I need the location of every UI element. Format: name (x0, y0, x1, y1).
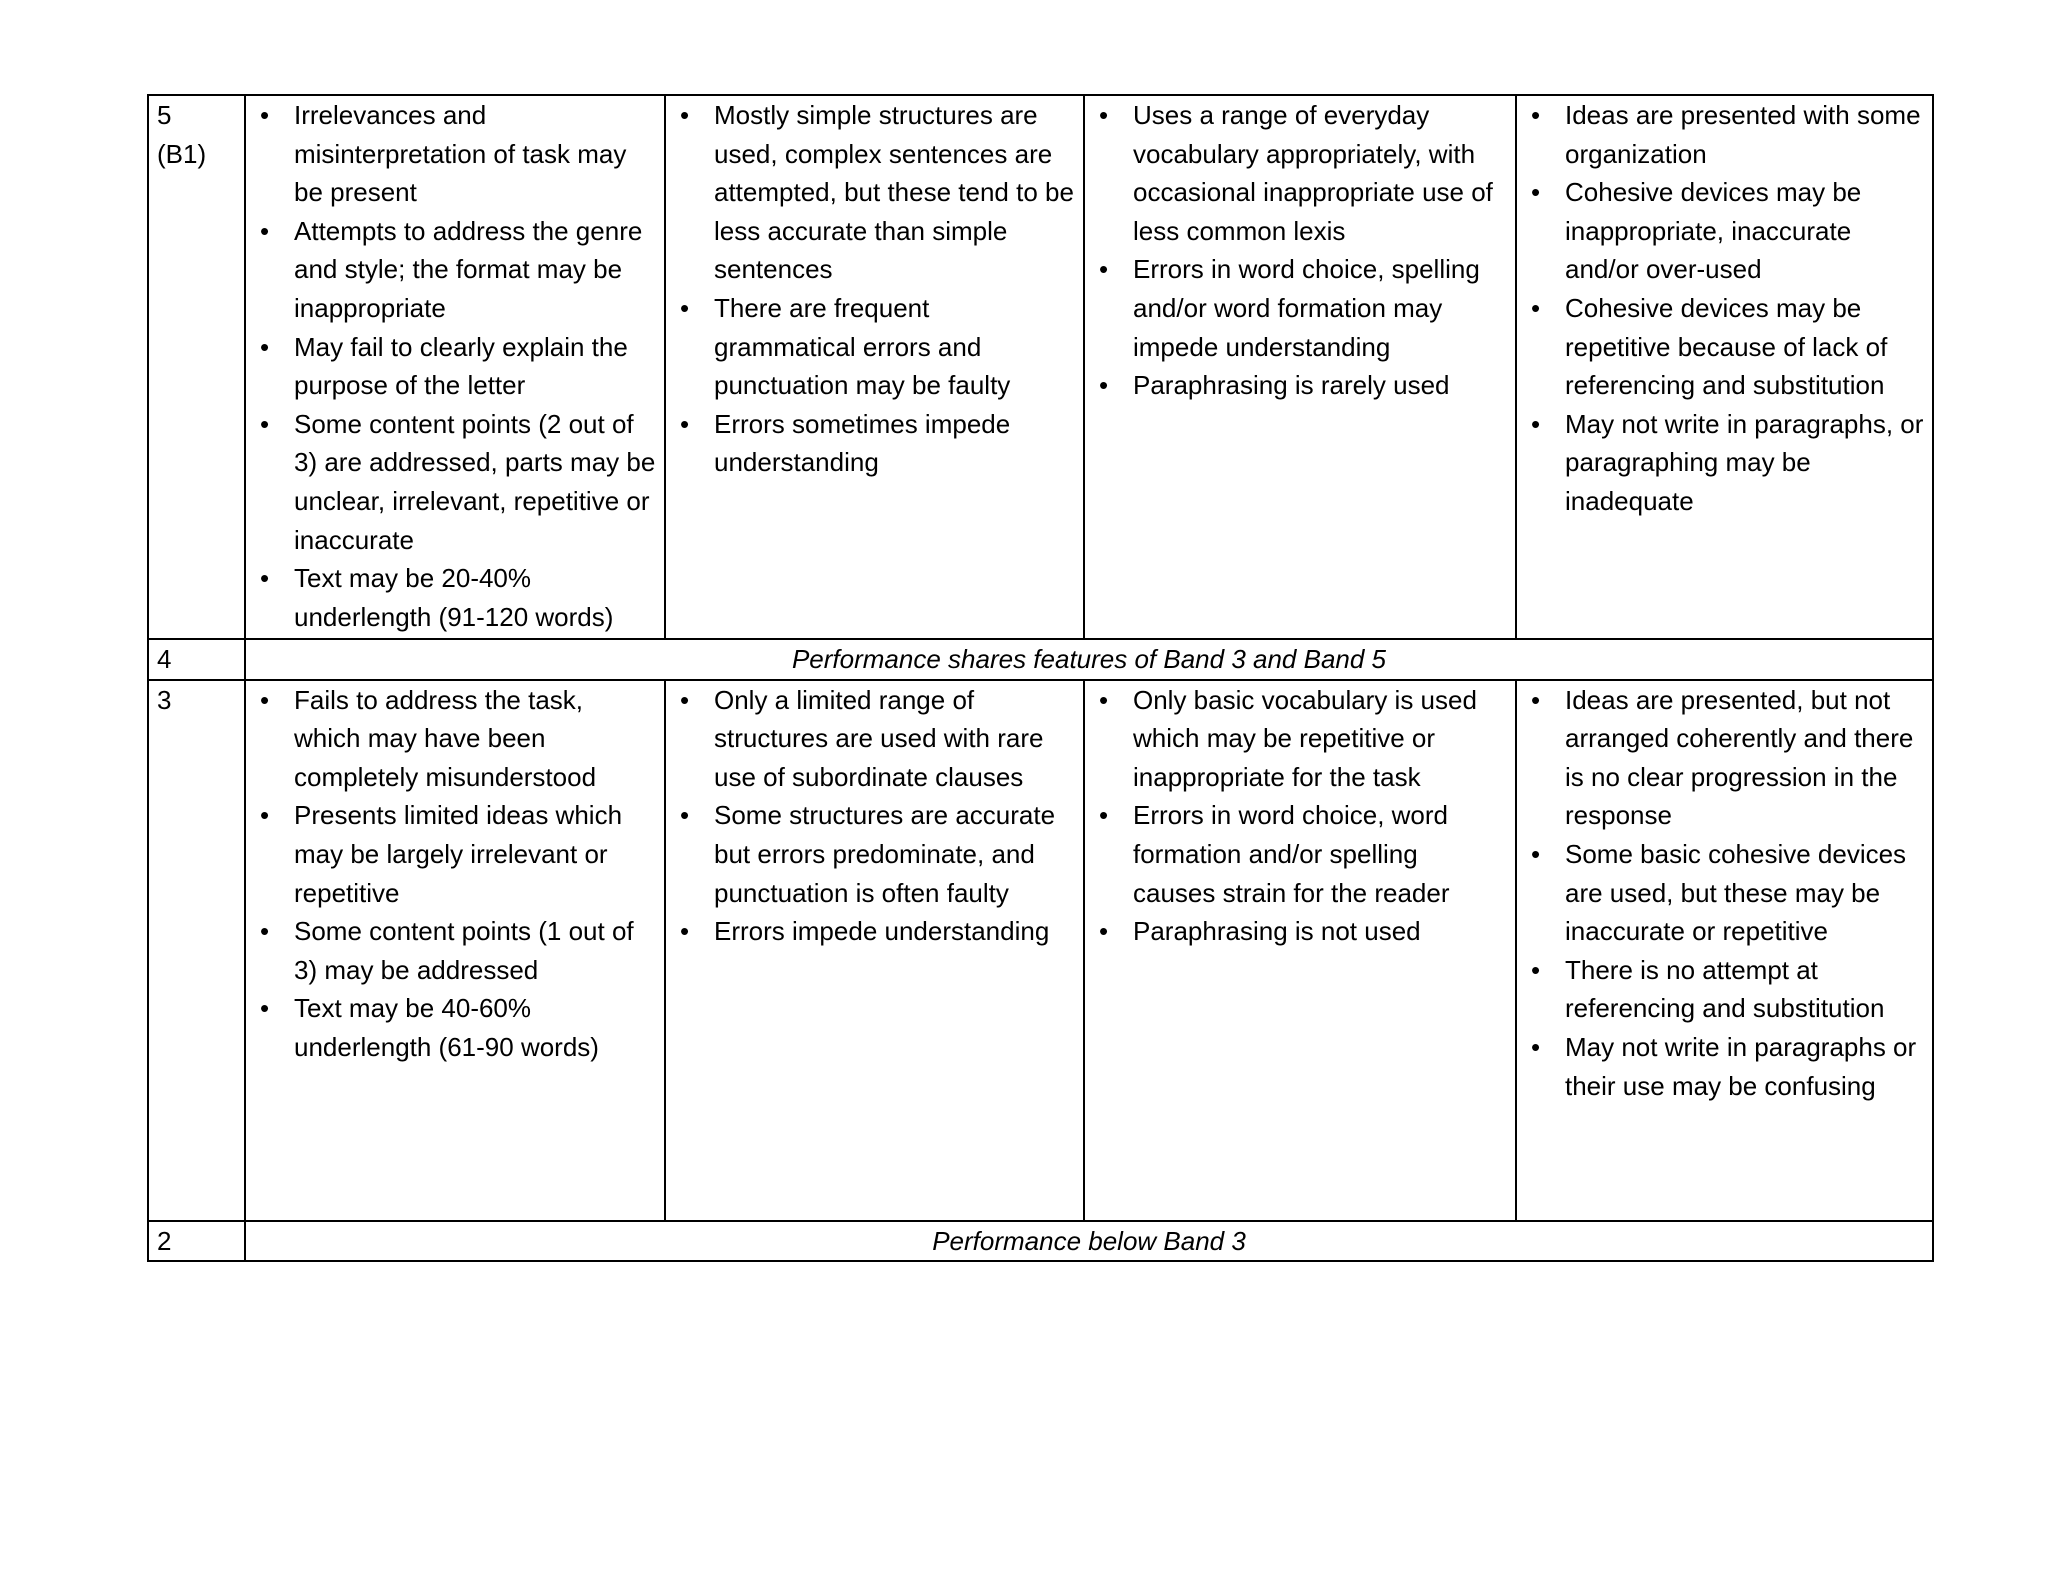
criterion-item: • Fails to address the task, which may have been completely misunderstood (254, 681, 656, 797)
criterion-item: • Some basic cohesive devices are used, but these may be inaccurate or repetitive (1525, 835, 1924, 951)
criterion-list (1093, 681, 1507, 951)
criterion-item: • Text may be 20-40% underlength (91-120 words) (254, 559, 656, 636)
criterion-item: • Some content points (1 out of 3) may be addressed (254, 912, 656, 989)
criterion-cell-4 (1516, 95, 1933, 639)
criterion-item: • May fail to clearly explain the purpose of the letter (254, 328, 656, 405)
criterion-item: • Ideas are presented with some organization (1525, 96, 1924, 173)
band-2-row (148, 1221, 1933, 1262)
criterion-list (254, 681, 656, 1067)
criterion-cell-1 (245, 95, 665, 639)
criterion-item: • May not write in paragraphs or their use may be confusing (1525, 1028, 1924, 1105)
criterion-item: • Irrelevances and misinterpretation of task may be present (254, 96, 656, 212)
criterion-item: • Cohesive devices may be inappropriate, inaccurate and/or over-used (1525, 173, 1924, 289)
merged-description: Performance below Band 3 (245, 1221, 1933, 1262)
criterion-item: • There are frequent grammatical errors and punctuation may be faulty (674, 289, 1075, 405)
criterion-item: • Some structures are accurate but errors predominate, and punctuation is often faulty (674, 796, 1075, 912)
criterion-list (254, 96, 656, 636)
band-4-row (148, 639, 1933, 680)
band-label-cell (148, 639, 245, 680)
criterion-item: • Ideas are presented, but not arranged coherently and there is no clear progression in the response (1525, 681, 1924, 835)
band-label-cell (148, 1221, 245, 1262)
band-label-cell (148, 95, 245, 639)
rubric-table (147, 94, 1934, 1262)
criterion-list (674, 96, 1075, 482)
criterion-item: • Errors in word choice, word formation and/or spelling causes strain for the reader (1093, 796, 1507, 912)
criterion-item: • Only a limited range of structures are used with rare use of subordinate clauses (674, 681, 1075, 797)
criterion-item: • Paraphrasing is not used (1093, 912, 1507, 951)
band-number: 3 (157, 684, 172, 715)
criterion-item: • May not write in paragraphs, or paragraphing may be inadequate (1525, 405, 1924, 521)
criterion-cell-4 (1516, 680, 1933, 1221)
band-number: 4 (157, 644, 172, 674)
criterion-cell-2 (665, 680, 1084, 1221)
criterion-item: • Errors sometimes impede understanding (674, 405, 1075, 482)
criterion-list (1093, 96, 1507, 405)
criterion-item: • Attempts to address the genre and style; the format may be inappropriate (254, 212, 656, 328)
criterion-cell-2 (665, 95, 1084, 639)
criterion-item: • Uses a range of everyday vocabulary appropriately, with occasional inappropriate use of less common lexis (1093, 96, 1507, 250)
criterion-item: • Cohesive devices may be repetitive because of lack of referencing and substitution (1525, 289, 1924, 405)
merged-description: Performance shares features of Band 3 and Band 5 (245, 639, 1933, 680)
band-level: (B1) (157, 138, 207, 169)
criterion-list (1525, 96, 1924, 521)
band-number: 5 (157, 100, 172, 130)
criterion-item: • Only basic vocabulary is used which may be repetitive or inappropriate for the task (1093, 681, 1507, 797)
criterion-item: • Errors impede understanding (674, 912, 1075, 951)
criterion-item: • Errors in word choice, spelling and/or word formation may impede understanding (1093, 250, 1507, 366)
criterion-item: • Text may be 40-60% underlength (61-90 words) (254, 989, 656, 1066)
criterion-item: • There is no attempt at referencing and substitution (1525, 951, 1924, 1028)
criterion-cell-3 (1084, 95, 1516, 639)
criterion-item: • Mostly simple structures are used, complex sentences are attempted, but these tend to be less accurate than simple sentences (674, 96, 1075, 289)
criterion-cell-1 (245, 680, 665, 1221)
criterion-list (1525, 681, 1924, 1106)
band-number: 2 (157, 1225, 172, 1256)
criterion-cell-3 (1084, 680, 1516, 1221)
criterion-item: • Paraphrasing is rarely used (1093, 366, 1507, 405)
band-3-row (148, 680, 1933, 1221)
band-label-cell (148, 680, 245, 1221)
band-5-row (148, 95, 1933, 639)
criterion-list (674, 681, 1075, 951)
criterion-item: • Some content points (2 out of 3) are addressed, parts may be unclear, irrelevant, repetitive or inaccurate (254, 405, 656, 559)
criterion-item: • Presents limited ideas which may be largely irrelevant or repetitive (254, 796, 656, 912)
